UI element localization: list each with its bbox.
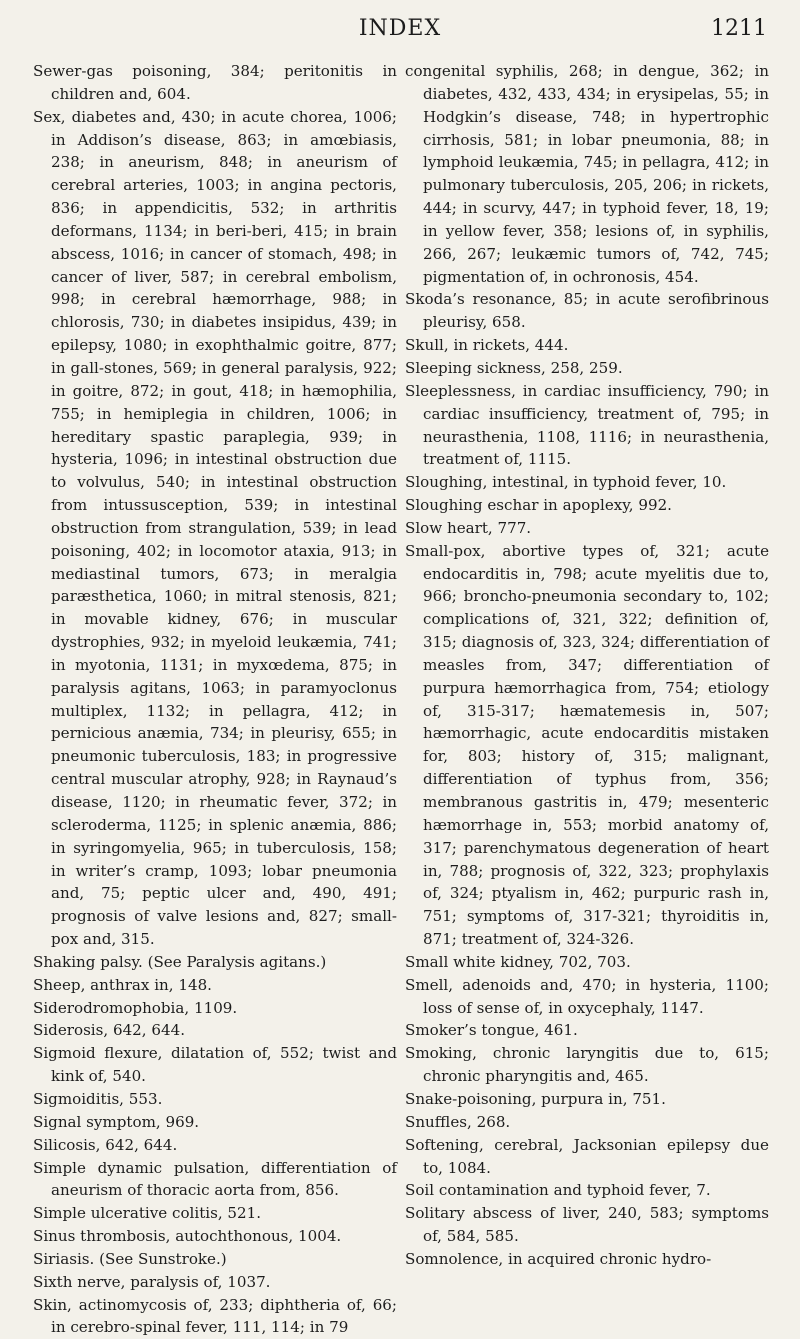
index-entry: Sheep, anthrax in, 148.: [33, 975, 212, 994]
index-entry: Sigmoiditis, 553.: [33, 1089, 163, 1108]
index-entry: Sleeplessness, in cardiac insufficiency, 790; in cardiac insufficiency, treatment of, 795; in neurasthenia, 1108, 1116; in neurasthenia, treatment of, 1115.: [405, 381, 769, 469]
page-number: 1211: [711, 16, 767, 41]
index-entry: Skoda’s resonance, 85; in acute serofibrinous pleurisy, 658.: [405, 290, 769, 332]
running-title: INDEX: [358, 16, 442, 41]
index-entry: Signal symptom, 969.: [33, 1112, 200, 1131]
index-entry: Sleeping sickness, 258, 259.: [405, 358, 623, 377]
index-entry: congenital syphilis, 268; in dengue, 362; in diabetes, 432, 433, 434; in erysipelas, 55; in Hodgkin’s disease, 748; in hypertrophic cirrhosis, 581; in lobar pneumonia, 88; in lymphoid leukæmia, 745; in pellagra, 412; in pulmonary tuberculosis, 205, 206; in rickets, 444; in scurvy, 447; in typhoid fever, 18, 19; in yellow fever, 358; lesions of, in syphilis, 266, 267; leukæmic tumors of, 742, 745; pigmentation of, in ochronosis, 454.: [405, 62, 769, 286]
index-entry: Shaking palsy. (See Paralysis agitans.): [33, 952, 327, 971]
index-entry: Silicosis, 642, 644.: [33, 1135, 178, 1154]
index-entry: Skin, actinomycosis of, 233; diphtheria of, 66; in cerebro-spinal fever, 111, 114; in 79: [33, 1295, 397, 1337]
index-entry: Sinus thrombosis, autochthonous, 1004.: [33, 1227, 342, 1246]
index-entry: Sex, diabetes and, 430; in acute chorea, 1006; in Addison’s disease, 863; in amœbiasis, 238; in aneurism, 848; in aneurism of cerebral arteries, 1003; in angina pectoris, 836; in appendicitis, 532; in arthritis deformans, 1134; in beri-beri, 415; in brain abscess, 1016; in cancer of stomach, 498; in cancer of liver, 587; in cerebral embolism, 998; in cerebral hæmorrhage, 988; in chlorosis, 730; in diabetes insipidus, 439; in epilepsy, 1080; in exophthalmic goitre, 877; in gall-stones, 569; in general paralysis, 922; in goitre, 872; in gout, 418; in hæmophilia, 755; in hemiplegia in children, 1006; in hereditary spastic paraplegia, 939; in hysteria, 1096; in intestinal obstruction due to volvulus, 540; in intestinal obstruction from intussusception, 539; in intestinal obstruction from strangulation, 539; in lead poisoning, 402; in locomotor ataxia, 913; in mediastinal tumors, 673; in meralgia paræsthetica, 1060; in mitral stenosis, 821; in movable kidney, 676; in muscular dystrophies, 932; in myeloid leukæmia, 741; in myotonia, 1131; in myxœdema, 875; in paralysis agitans, 1063; in paramyoclonus multiplex, 1132; in pellagra, 412; in pernicious anæmia, 734; in pleurisy, 655; in pneumonic tuberculosis, 183; in progressive central muscular atrophy, 928; in Raynaud’s disease, 1120; in rheumatic fever, 372; in scleroderma, 1125; in splenic anæmia, 886; in syringomyelia, 965; in tuberculosis, 158; in writer’s cramp, 1093; lobar pneumonia and, 75; peptic ulcer and, 490, 491; prognosis of valve lesions and, 827; small-pox and, 315.: [33, 107, 397, 949]
index-entry: Sloughing eschar in apoplexy, 992.: [405, 496, 672, 515]
left-column: [33, 60, 397, 1339]
index-entry: Sigmoid flexure, dilatation of, 552; twist and kink of, 540.: [33, 1044, 397, 1086]
index-entry: Soil contamination and typhoid fever, 7.: [405, 1181, 711, 1200]
index-entry: Small white kidney, 702, 703.: [405, 952, 631, 971]
index-entry: Slow heart, 777.: [405, 518, 532, 537]
index-entry: Softening, cerebral, Jacksonian epilepsy due to, 1084.: [405, 1135, 769, 1177]
index-entry: Sixth nerve, paralysis of, 1037.: [33, 1272, 271, 1291]
index-entry: Snuffles, 268.: [405, 1112, 511, 1131]
index-entry: Snake-poisoning, purpura in, 751.: [405, 1089, 666, 1108]
index-entry: Simple ulcerative colitis, 521.: [33, 1204, 262, 1223]
right-column: [405, 60, 769, 1271]
index-entry: Solitary abscess of liver, 240, 583; symptoms of, 584, 585.: [405, 1204, 769, 1246]
index-entry: Smoker’s tongue, 461.: [405, 1021, 578, 1040]
index-entry: Somnolence, in acquired chronic hydro-: [405, 1249, 712, 1268]
index-entry: Smell, adenoids and, 470; in hysteria, 1100; loss of sense of, in oxycephaly, 1147.: [405, 975, 769, 1017]
index-entry: Small-pox, abortive types of, 321; acute endocarditis in, 798; acute myelitis due to, 966; broncho-pneumonia secondary to, 102; complications of, 321, 322; definition of, 315; diagnosis of, 323, 324; differentiation of measles from, 347; differentiation of purpura hæmorrhagica from, 754; etiology of, 315-317; hæmatemesis in, 507; hæmorrhagic, acute endocarditis mistaken for, 803; history of, 315; malignant, differentiation of typhus from, 356; membranous gastritis in, 479; mesenteric hæmorrhage in, 553; morbid anatomy of, 317; parenchymatous degeneration of heart in, 788; prognosis of, 322, 323; prophylaxis of, 324; ptyalism in, 462; purpuric rash in, 751; symptoms of, 317-321; thyroiditis in, 871; treatment of, 324-326.: [405, 541, 769, 949]
index-entry: Siriasis. (See Sunstroke.): [33, 1249, 227, 1268]
index-entry: Simple dynamic pulsation, differentiation of aneurism of thoracic aorta from, 856.: [33, 1158, 397, 1200]
page-header: [0, 16, 800, 48]
index-entry: Siderosis, 642, 644.: [33, 1021, 185, 1040]
index-entry: Smoking, chronic laryngitis due to, 615; chronic pharyngitis and, 465.: [405, 1044, 769, 1086]
index-entry: Sewer-gas poisoning, 384; peritonitis in children and, 604.: [33, 62, 397, 103]
index-entry: Sloughing, intestinal, in typhoid fever, 10.: [405, 473, 727, 492]
index-entry: Siderodromophobia, 1109.: [33, 998, 238, 1017]
index-entry: Skull, in rickets, 444.: [405, 336, 569, 355]
